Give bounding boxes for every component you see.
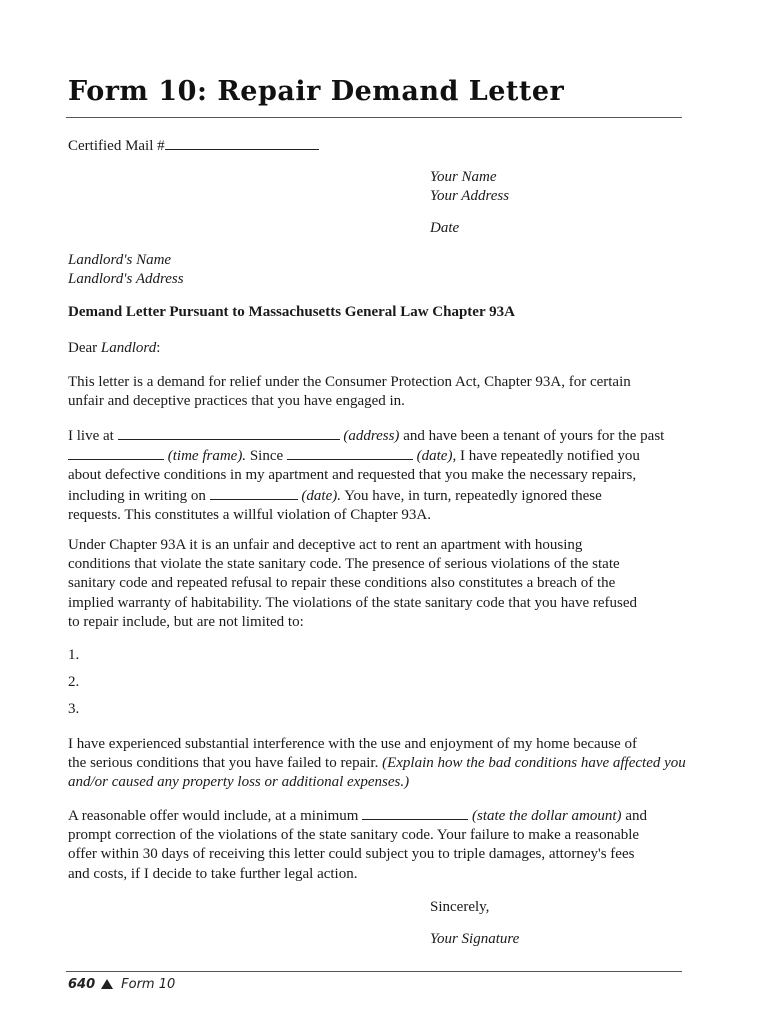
and-text: and — [621, 808, 647, 824]
paragraph-line: and costs, if I decide to take further legal action. — [68, 865, 358, 882]
paragraph-line: implied warranty of habitability. The violations of the state sanitary code that you have refused — [68, 594, 637, 611]
sender-address: Your Address — [430, 188, 510, 204]
paragraph-line: offer within 30 days of receiving this letter could subject you to triple damages, attorney's fees — [68, 846, 635, 863]
paragraph-line: conditions that violate the state sanitary code. The presence of serious violations of the state — [68, 556, 620, 573]
notice-date-blank — [287, 446, 413, 460]
address-blank — [118, 426, 340, 440]
notified-text: I have repeatedly notified you — [456, 448, 640, 465]
paragraph-offer — [68, 806, 688, 884]
address-hint: (address) — [343, 428, 400, 444]
date-hint: (date), — [416, 448, 457, 465]
time-frame-blank — [68, 446, 164, 460]
since-text: Since — [246, 448, 287, 465]
landlord-name: Landlord's Name — [68, 252, 172, 268]
paragraph-line — [68, 426, 688, 446]
paragraph-line: I have experienced substantial interference with the use and enjoyment of my home because of — [68, 736, 637, 752]
paragraph-line — [68, 446, 688, 466]
interference-text: the serious conditions that you have failed to repair. — [68, 755, 383, 772]
explain-hint: (Explain how the bad conditions have affected you — [382, 755, 686, 772]
paragraph-demand — [68, 373, 688, 411]
landlord-address: Landlord's Address — [68, 271, 184, 287]
paragraph-line: unfair and deceptive practices that you have engaged in. — [68, 393, 405, 410]
page-number: 640 — [68, 977, 96, 992]
paragraph-line — [68, 486, 688, 506]
closing: Sincerely, — [430, 899, 490, 915]
sender-date: Date — [430, 220, 460, 236]
violation-item-1: 1. — [68, 647, 80, 663]
tenant-text: and have been a tenant of yours for the past — [399, 428, 665, 444]
explain-hint-continued: and/or caused any property loss or additional expenses.) — [68, 774, 410, 791]
paragraph-line — [68, 754, 688, 773]
salutation — [68, 339, 160, 358]
paragraph-line: to repair include, but are not limited to: — [68, 613, 304, 630]
time-frame-hint: (time frame). — [167, 448, 247, 465]
paragraph-line: about defective conditions in my apartment and requested that you make the necessary repairs, — [68, 467, 637, 484]
writing-text: including in writing on — [68, 487, 210, 504]
ignored-text: You have, in turn, repeatedly ignored these — [341, 487, 602, 504]
sender-name: Your Name — [430, 169, 497, 185]
offer-text: A reasonable offer would include, at a minimum — [68, 808, 363, 824]
paragraph-line: This letter is a demand for relief under the Consumer Protection Act, Chapter 93A, for certain — [68, 374, 631, 390]
paragraph-line: Under Chapter 93A it is an unfair and deceptive act to rent an apartment with housing — [68, 537, 583, 553]
certified-mail-line — [68, 136, 319, 156]
paragraph-line: requests. This constitutes a willful violation of Chapter 93A. — [68, 506, 432, 523]
footer-label: Form 10 — [121, 977, 176, 992]
title-divider — [66, 117, 682, 118]
subject-line: Demand Letter Pursuant to Massachusetts General Law Chapter 93A — [68, 304, 515, 320]
dollar-amount-blank — [362, 806, 468, 820]
paragraph-line — [68, 806, 688, 826]
date-hint: (date). — [301, 487, 341, 504]
violation-item-2: 2. — [68, 674, 80, 690]
certified-mail-label: Certified Mail # — [68, 138, 165, 154]
paragraph-line: sanitary code and repeated refusal to repair these conditions also constitutes a breach of the — [68, 575, 616, 592]
page-footer — [68, 977, 175, 992]
violation-item-3: 3. — [68, 701, 80, 717]
paragraph-chapter-93a — [68, 536, 688, 632]
paragraph-interference — [68, 735, 688, 793]
dollar-amount-hint: (state the dollar amount) — [471, 808, 622, 824]
footer-divider — [66, 971, 682, 972]
triangle-icon — [101, 979, 113, 989]
salutation-prefix: Dear — [68, 340, 101, 356]
writing-date-blank — [210, 486, 298, 500]
signature: Your Signature — [430, 931, 520, 947]
paragraph-line: prompt correction of the violations of the state sanitary code. Your failure to make a reasonable — [68, 827, 640, 844]
salutation-suffix: : — [156, 340, 161, 356]
page-title: Form 10: Repair Demand Letter — [68, 76, 565, 107]
certified-mail-blank — [165, 136, 319, 150]
live-at-text: I live at — [68, 428, 118, 444]
salutation-name: Landlord — [100, 340, 157, 356]
paragraph-tenancy — [68, 426, 688, 525]
